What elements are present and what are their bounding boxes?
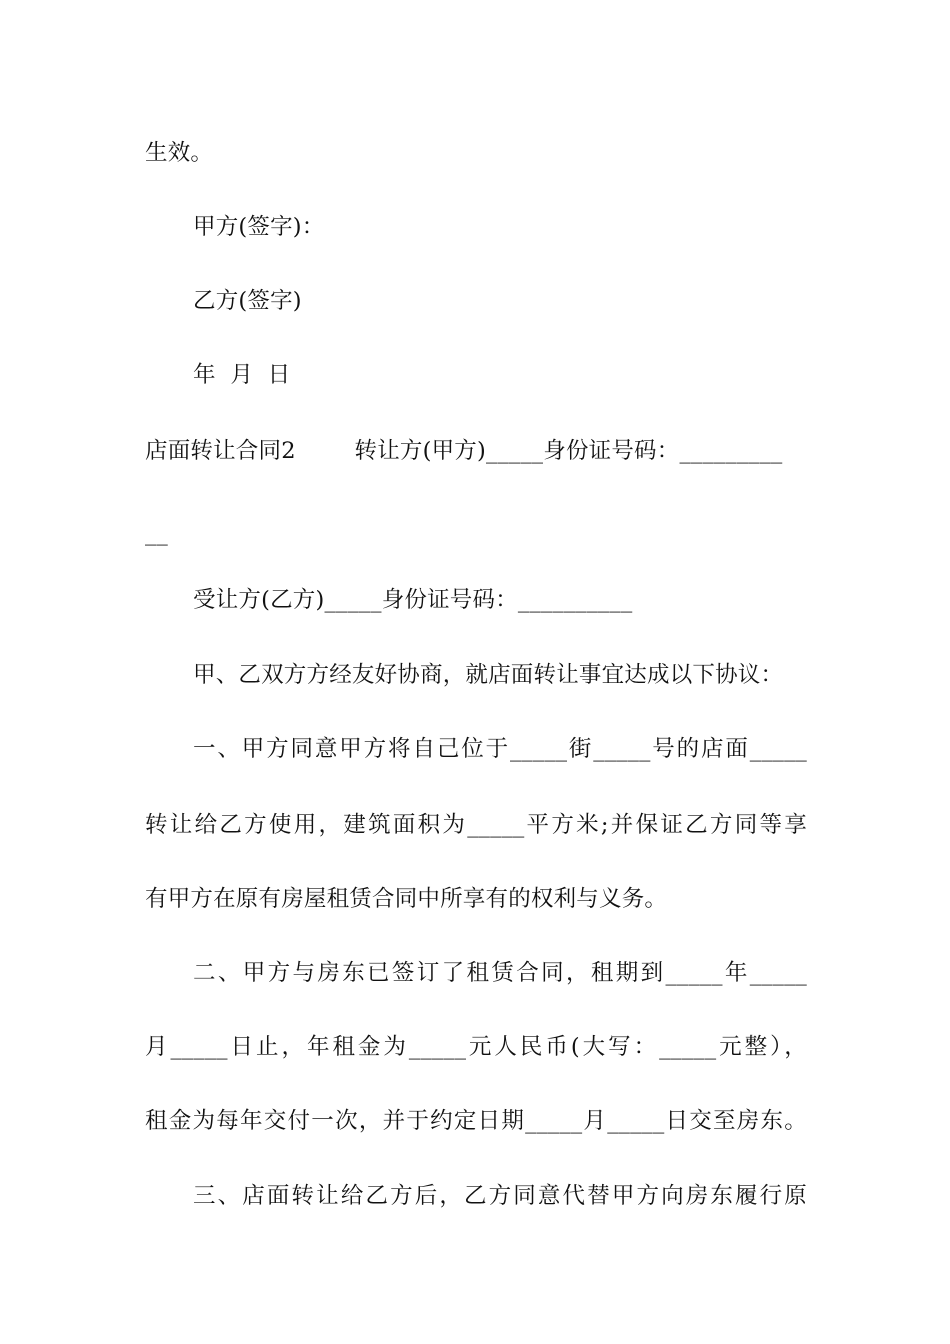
clause-one-line-2: 转让给乙方使用，建筑面积为_____平方米;并保证乙方同等享: [145, 812, 807, 838]
party-b-signature-line: 乙方(签字): [193, 288, 302, 314]
transferee-line: 受让方(乙方)_____身份证号码：__________: [193, 587, 633, 613]
party-a-signature-line: 甲方(签字)：: [193, 214, 325, 240]
clause-one-line-1: 一、甲方同意甲方将自己位于_____街_____号的店面_____: [193, 736, 807, 762]
agreement-intro-line: 甲、乙双方方经友好协商，就店面转让事宜达成以下协议：: [193, 662, 784, 688]
clause-two-line-2: 月_____日止，年租金为_____元人民币(大写：_____元整），: [145, 1034, 807, 1060]
clause-three-line-1: 三、店面转让给乙方后，乙方同意代替甲方向房东履行原: [193, 1183, 807, 1209]
text-line-effective: 生效。: [145, 140, 214, 166]
clause-two-line-1: 二、甲方与房东已签订了租赁合同，租期到_____年_____: [193, 960, 807, 986]
date-line: 年 月 日: [193, 362, 291, 388]
clause-two-line-3: 租金为每年交付一次，并于约定日期_____月_____日交至房东。: [145, 1108, 807, 1134]
clause-one-line-3: 有甲方在原有房屋租赁合同中所享有的权利与义务。: [145, 886, 668, 912]
contract-heading-line: 店面转让合同2 转让方(甲方)_____身份证号码：_________: [145, 438, 783, 464]
blank-continuation-line: __: [145, 520, 168, 546]
